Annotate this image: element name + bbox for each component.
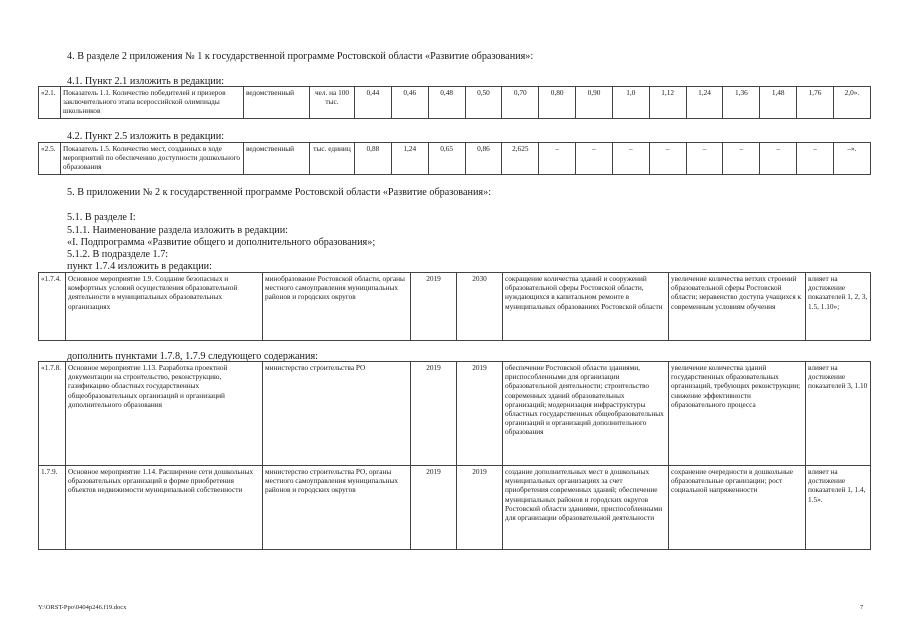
end-year: 2019 [457, 466, 503, 550]
row-number: «1.7.4. [39, 273, 66, 341]
indicator-link: влияет на достижение показателей 1, 2, 3, 1.5, 1.10»; [806, 273, 871, 341]
indicator-name: Показатель 1.1. Количество победителей и призеров заключительного этапа всероссийской олимпиады школьников [61, 87, 244, 119]
value-cell: 1,48 [760, 87, 797, 119]
heading-5-1-2-point: пункт 1.7.4 изложить в редакции: [67, 261, 212, 272]
indicator-type: ведомственный [244, 87, 310, 119]
value-cell: 0,50 [465, 87, 502, 119]
event-name: Основное мероприятие 1.13. Разработка проектной документации на строительство, реконструкцию, газификацию областных государственных общеобразовательных организаций и организаций дополнительного образования [66, 362, 263, 466]
expected-result: сокращение количества зданий и сооружений образовательной сферы Ростовской области, нуждающихся в капитальном ремонте в муниципальных образованиях Ростовской области [503, 273, 669, 341]
indicator-unit: чел. на 100 тыс. [310, 87, 355, 119]
indicator-link: влияет на достижение показателей 1, 1.4, 1.5». [806, 466, 871, 550]
row-number: «2.1. [39, 87, 61, 119]
value-cell: 1,24 [686, 87, 723, 119]
heading-add-points: дополнить пунктами 1.7.8, 1.7.9 следующего содержания: [67, 351, 318, 362]
event-name: Основное мероприятие 1.14. Расширение сети дошкольных образовательных организаций в форме приобретения объектов недвижимости муниципальной собственности [66, 466, 263, 550]
consequence: сохранение очередности в дошкольные образовательные организации; рост социальной напряженности [669, 466, 806, 550]
value-cell: – [760, 143, 797, 175]
value-cell: 0,48 [428, 87, 465, 119]
value-cell: – [797, 143, 834, 175]
heading-section-5: 5. В приложении № 2 к государственной программе Ростовской области «Развитие образования»: [67, 187, 492, 198]
start-year: 2019 [411, 273, 457, 341]
event-name: Основное мероприятие 1.9. Создание безопасных и комфортных условий осуществления образовательной деятельности в муниципальных образовательных организациях [66, 273, 263, 341]
value-cell: – [686, 143, 723, 175]
value-cell: 1,0 [612, 87, 649, 119]
end-year: 2030 [457, 273, 503, 341]
start-year: 2019 [411, 466, 457, 550]
table-row [39, 466, 871, 550]
heading-5-1-1-quote: «I. Подпрограмма «Развитие общего и дополнительного образования»; [67, 237, 376, 248]
heading-section-4: 4. В разделе 2 приложения № 1 к государственной программе Ростовской области «Развитие образования»: [67, 51, 534, 62]
value-cell: –». [833, 143, 870, 175]
value-cell: 0,88 [355, 143, 392, 175]
indicator-link: влияет на достижение показателей 3, 1.10 [806, 362, 871, 466]
value-cell: 2,0». [833, 87, 870, 119]
executor: министерство строительства РО, органы местного самоуправления муниципальных районов и городских округов [263, 466, 411, 550]
indicator-unit: тыс. единиц [310, 143, 355, 175]
indicator-type: ведомственный [244, 143, 310, 175]
expected-result: создание дополнительных мест в дошкольных муниципальных организациях за счет приобретения современных зданий; обеспечение муниципальных районов и городских округов Ростовской области зданиями, приспособленными для организации образовательной деятельности [503, 466, 669, 550]
heading-5-1: 5.1. В разделе I: [67, 212, 136, 223]
table-row [39, 362, 871, 466]
heading-4-1: 4.1. Пункт 2.1 изложить в редакции: [67, 76, 225, 87]
row-number: «2.5. [39, 143, 61, 175]
value-cell: 1,76 [797, 87, 834, 119]
value-cell: 0,46 [391, 87, 428, 119]
row-number: 1.7.9. [39, 466, 66, 550]
value-cell: 0,80 [539, 87, 576, 119]
value-cell: 1,12 [649, 87, 686, 119]
value-cell: 0,90 [576, 87, 613, 119]
value-cell: – [539, 143, 576, 175]
value-cell: – [723, 143, 760, 175]
table-row [39, 273, 871, 341]
footer-file-path: Y:\ORST-Ppo\0404p246.f19.docx [38, 604, 127, 611]
value-cell: 0,86 [465, 143, 502, 175]
table-row [39, 143, 871, 175]
table-point-1-7-4 [38, 272, 871, 341]
value-cell: – [649, 143, 686, 175]
indicator-name: Показатель 1.5. Количество мест, созданных в ходе мероприятий по обеспечению доступности дошкольного образования [61, 143, 244, 175]
heading-5-1-2: 5.1.2. В подразделе 1.7: [67, 249, 169, 260]
value-cell: 0,44 [355, 87, 392, 119]
consequence: увеличение количества ветхих строений образовательной сферы Ростовской области; неравенство доступа учащихся к современным условиям обучения [669, 273, 806, 341]
value-cell: 0,65 [428, 143, 465, 175]
value-cell: – [576, 143, 613, 175]
table-row [39, 87, 871, 119]
value-cell: – [612, 143, 649, 175]
heading-5-1-1: 5.1.1. Наименование раздела изложить в редакции: [67, 225, 289, 236]
expected-result: обеспечение Ростовской области зданиями, приспособленными для организации образовательной деятельности; строительство современных зданий образовательных организаций; модернизация инфраструктуры областных государственных общеобразовательных организаций и организаций дополнительного образования [503, 362, 669, 466]
heading-4-2: 4.2. Пункт 2.5 изложить в редакции: [67, 131, 225, 142]
value-cell: 2,625 [502, 143, 539, 175]
start-year: 2019 [411, 362, 457, 466]
table-point-2-1 [38, 86, 871, 119]
table-point-2-5 [38, 142, 871, 175]
executor: минобразование Ростовской области, органы местного самоуправления муниципальных районов и городских округов [263, 273, 411, 341]
value-cell: 1,36 [723, 87, 760, 119]
value-cell: 1,24 [391, 143, 428, 175]
value-cell: 0,70 [502, 87, 539, 119]
executor: министерство строительства РО [263, 362, 411, 466]
row-number: «1.7.8. [39, 362, 66, 466]
page-number: 7 [860, 604, 864, 611]
consequence: увеличение количества зданий государственных образовательных организаций, требующих реконструкции; снижение эффективности образовательного процесса [669, 362, 806, 466]
end-year: 2019 [457, 362, 503, 466]
table-points-1-7-8-9 [38, 361, 871, 550]
